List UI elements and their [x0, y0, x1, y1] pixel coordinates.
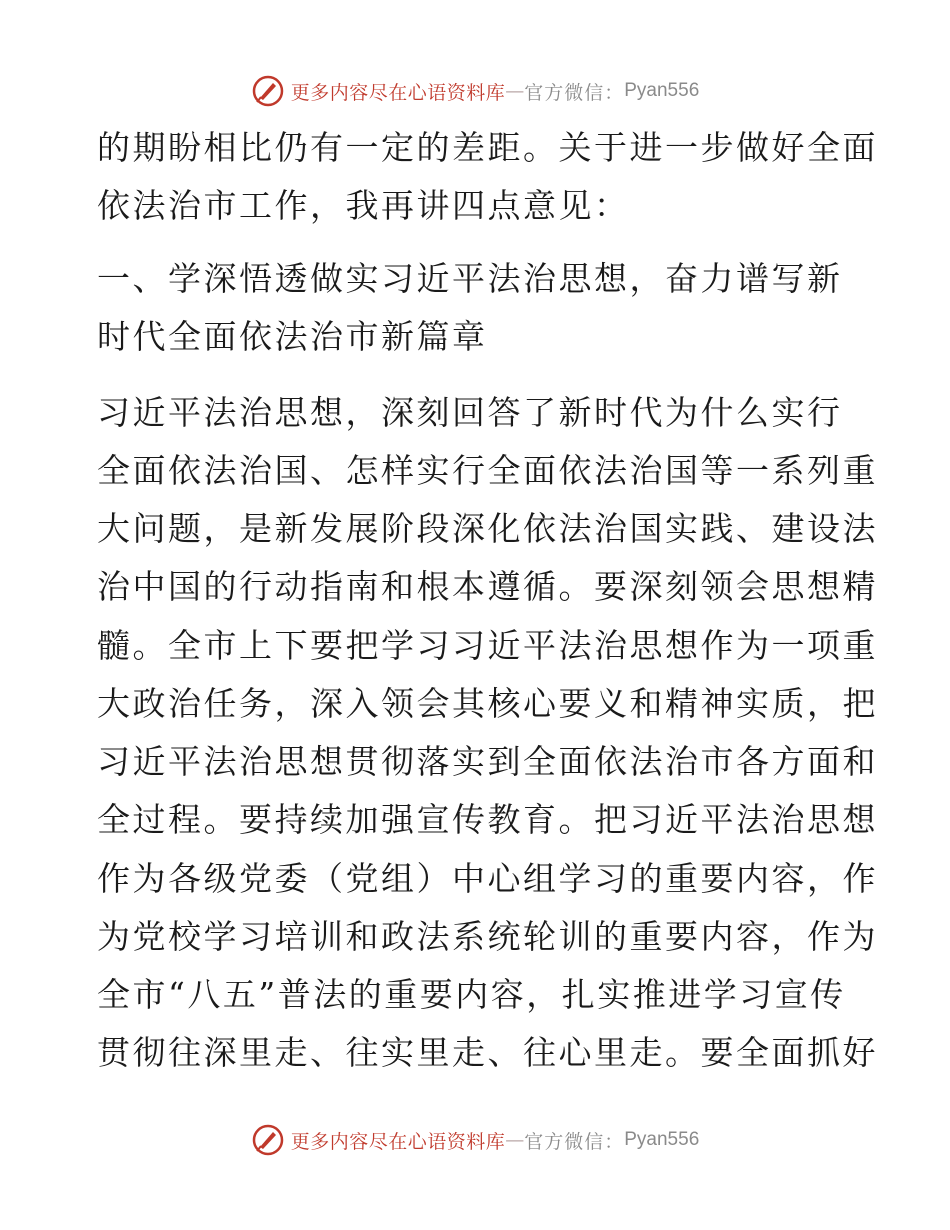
quill-logo-icon [251, 74, 285, 108]
section-heading-line: 一、学深悟透做实习近平法治思想，奋力谱写新 [97, 259, 843, 298]
quill-logo-icon [251, 1123, 285, 1157]
text-line: 全市“八五”普法的重要内容，扎实推进学习宣传 [97, 975, 846, 1014]
text-line: 为党校学习培训和政法系统轮训的重要内容，作为 [97, 917, 878, 956]
text-line: 的期盼相比仍有一定的差距。关于进一步做好全面 [97, 128, 878, 167]
text-line: 全过程。要持续加强宣传教育。把习近平法治思想 [97, 800, 878, 839]
watermark-wechat-id: Pyan556 [624, 80, 700, 101]
text-line: 依法治市工作，我再讲四点意见： [97, 186, 630, 225]
text-line: 髓。全市上下要把学习习近平法治思想作为一项重 [97, 626, 878, 665]
text-line: 大问题，是新发展阶段深化依法治国实践、建设法 [97, 509, 878, 548]
header-watermark [0, 71, 950, 111]
watermark-separator: — [505, 1129, 525, 1151]
text-line: 作为各级党委（党组）中心组学习的重要内容，作 [97, 859, 878, 898]
watermark-site-text: 更多内容尽在心语资料库 [290, 1130, 506, 1153]
text-line: 习近平法治思想，深刻回答了新时代为什么实行 [97, 393, 843, 432]
section-heading-line: 时代全面依法治市新篇章 [97, 317, 488, 356]
watermark-wechat-label: 官方微信： [524, 1130, 625, 1153]
text-line: 大政治任务，深入领会其核心要义和精神实质，把 [97, 684, 878, 723]
text-line: 治中国的行动指南和根本遵循。要深刻领会思想精 [97, 567, 878, 606]
watermark-site-text: 更多内容尽在心语资料库 [290, 81, 506, 104]
watermark-separator: — [505, 80, 525, 102]
watermark-wechat-label: 官方微信： [524, 81, 625, 104]
watermark-wechat-id: Pyan556 [624, 1129, 700, 1150]
text-line: 全面依法治国、怎样实行全面依法治国等一系列重 [97, 451, 878, 490]
text-line: 贯彻往深里走、往实里走、往心里走。要全面抓好 [97, 1033, 878, 1072]
footer-watermark [0, 1120, 950, 1160]
text-line: 习近平法治思想贯彻落实到全面依法治市各方面和 [97, 742, 878, 781]
